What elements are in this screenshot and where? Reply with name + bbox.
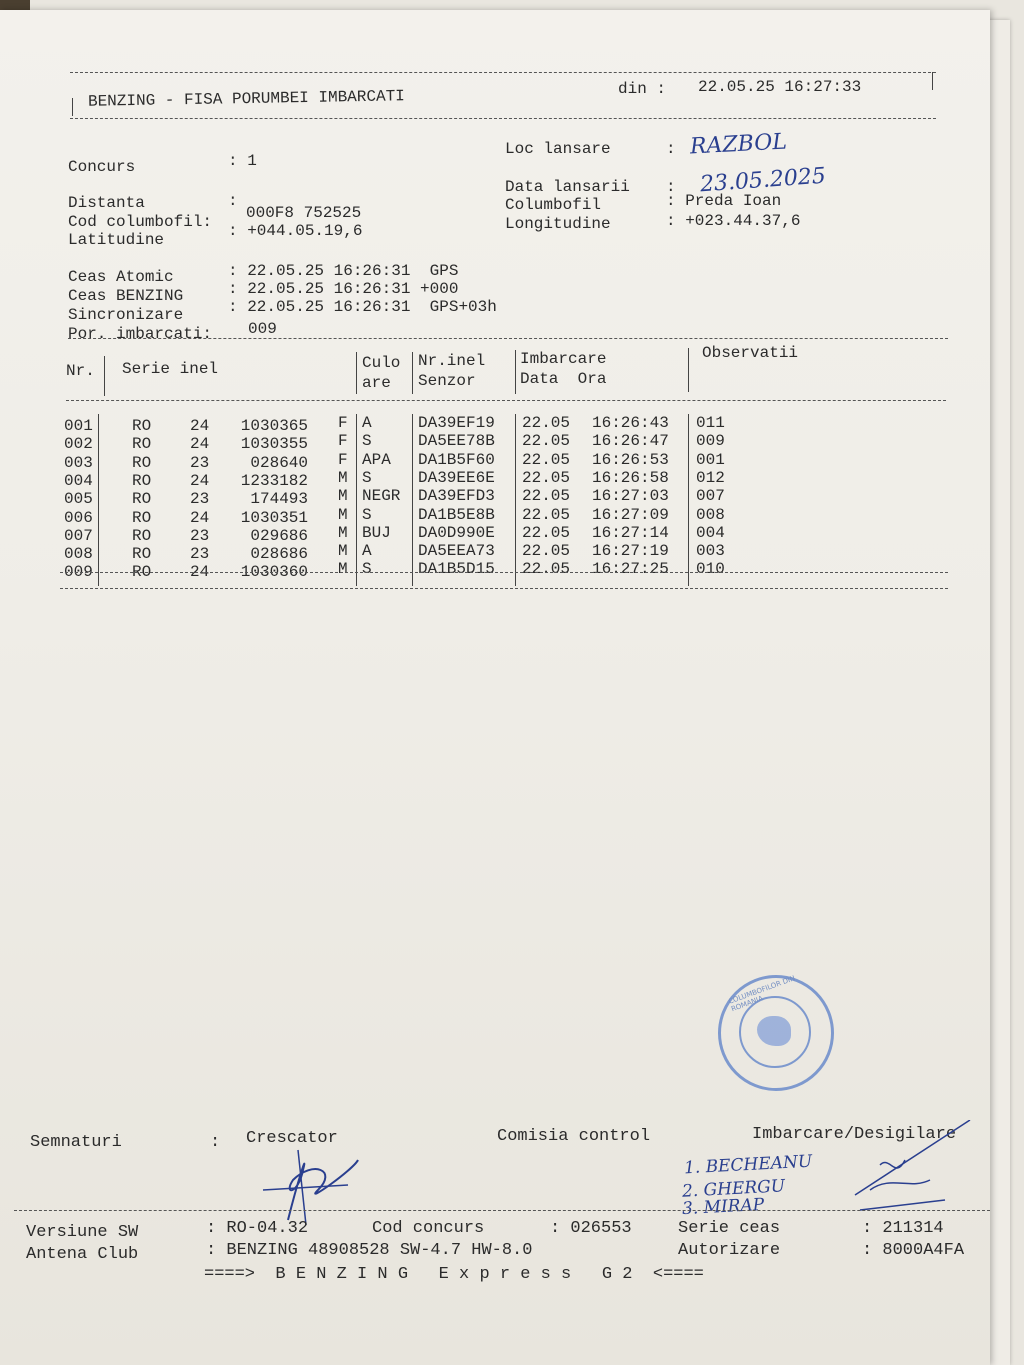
row-observatii: 009 xyxy=(696,432,725,451)
row-year: 23 xyxy=(190,490,210,509)
col-divider xyxy=(104,356,105,396)
club-stamp xyxy=(718,975,834,1091)
sincronizare-label: Sincronizare xyxy=(68,306,184,324)
versiune-sw-label: Versiune SW xyxy=(26,1223,139,1242)
row-country: RO xyxy=(132,545,152,564)
ceas-benzing-label: Ceas BENZING xyxy=(68,287,184,305)
row-color: BUJ xyxy=(362,523,391,542)
row-year: 23 xyxy=(190,545,210,564)
row-year: 24 xyxy=(190,508,210,527)
commission-member-3: 3. MIRAP xyxy=(681,1194,765,1220)
row-date: 22.05 xyxy=(522,487,571,506)
row-ring-number: 028640 xyxy=(250,453,308,472)
row-sensor: DA1B5D15 xyxy=(418,560,495,579)
row-observatii: 008 xyxy=(696,505,725,524)
row-observatii: 001 xyxy=(696,450,725,469)
row-sensor: DA39EFD3 xyxy=(418,487,495,506)
row-color: A xyxy=(362,414,372,432)
row-date: 22.05 xyxy=(522,450,571,469)
latitudine-label: Latitudine xyxy=(68,231,165,249)
autorizare-value: : 8000A4FA xyxy=(862,1241,965,1260)
obs-divider xyxy=(688,414,689,586)
loc-lansare-label: Loc lansare xyxy=(505,140,611,158)
footer-top-rule xyxy=(14,1210,990,1211)
semnaturi-sep: : xyxy=(210,1133,221,1152)
header-right-bar xyxy=(932,72,933,90)
row-color: S xyxy=(362,505,372,524)
ceas-atomic-value: : 22.05.25 16:26:31 GPS xyxy=(228,262,459,280)
sensor-divider xyxy=(412,414,413,586)
row-time: 16:27:03 xyxy=(592,487,669,506)
row-sex: M xyxy=(338,560,348,579)
col-header-nr: Nr. xyxy=(66,362,95,380)
row-nr: 002 xyxy=(64,435,93,454)
row-time: 16:27:09 xyxy=(592,505,669,524)
row-color: S xyxy=(362,560,372,579)
row-sensor: DA5EEA73 xyxy=(418,542,495,561)
benzing-brand-line: ====> B E N Z I N G E x p r e s s G 2 <==== xyxy=(204,1265,704,1284)
longitudine-label: Longitudine xyxy=(505,215,611,233)
row-ring-number: 1030355 xyxy=(240,435,308,454)
row-nr: 008 xyxy=(64,545,93,564)
col-header-culoare-2: are xyxy=(362,374,391,392)
col-divider xyxy=(356,352,357,394)
row-observatii: 011 xyxy=(696,414,725,432)
row-time: 16:26:47 xyxy=(592,432,669,451)
row-sex: M xyxy=(338,523,348,542)
col-header-data-ora: Data Ora xyxy=(520,370,607,388)
header-bottom-rule xyxy=(70,118,936,119)
commission-signatures xyxy=(850,1120,980,1220)
row-color: S xyxy=(362,432,372,451)
col-header-culoare-1: Culo xyxy=(362,354,401,372)
row-country: RO xyxy=(132,490,152,509)
cod-columbofil-value: 000F8 752525 xyxy=(246,204,362,222)
commission-member-2: 2. GHERGU xyxy=(681,1176,786,1202)
row-sex: M xyxy=(338,505,348,524)
din-label: din : xyxy=(618,80,667,98)
ceas-atomic-label: Ceas Atomic xyxy=(68,268,174,286)
row-date: 22.05 xyxy=(522,414,571,432)
porumbei-imbarcati-value: 009 xyxy=(248,320,277,338)
antena-club-label: Antena Club xyxy=(26,1245,139,1264)
row-date: 22.05 xyxy=(522,560,571,579)
row-ring-number: 029686 xyxy=(250,526,308,545)
serie-ceas-value: : 211314 xyxy=(862,1219,944,1238)
row-sex: F xyxy=(338,414,348,432)
row-sex: M xyxy=(338,468,348,487)
concurs-label: Concurs xyxy=(68,158,136,176)
stamp-text: COLUMBOFILOR DIN ROMANIA xyxy=(727,974,797,1014)
row-year: 24 xyxy=(190,563,210,582)
row-sensor: DA5EE78B xyxy=(418,432,495,451)
row-observatii: 007 xyxy=(696,487,725,506)
ceas-benzing-value: : 22.05.25 16:26:31 +000 xyxy=(228,280,459,298)
row-sex: M xyxy=(338,487,348,506)
document-title: BENZING - FISA PORUMBEI IMBARCATI xyxy=(87,87,405,111)
row-color: NEGR xyxy=(362,487,401,506)
row-sensor: DA1B5F60 xyxy=(418,450,495,469)
columbofil-value: : Preda Ioan xyxy=(666,192,782,210)
date-divider xyxy=(515,414,516,586)
row-time: 16:26:53 xyxy=(592,450,669,469)
row-year: 23 xyxy=(190,526,210,545)
row-ring-number: 174493 xyxy=(250,490,308,509)
row-time: 16:26:43 xyxy=(592,414,669,432)
row-year: 23 xyxy=(190,453,210,472)
row-year: 24 xyxy=(190,471,210,490)
row-time: 16:27:25 xyxy=(592,560,669,579)
data-lansarii-handwritten: 23.05.2025 xyxy=(699,163,827,198)
col-divider xyxy=(412,352,413,394)
crescator-label: Crescator xyxy=(246,1129,338,1148)
versiune-sw-value: : RO-04.32 xyxy=(206,1219,309,1238)
porumbei-imbarcati-label: Por. imbarcati: xyxy=(68,325,213,343)
row-color: A xyxy=(362,542,372,561)
row-country: RO xyxy=(132,563,152,582)
row-observatii: 004 xyxy=(696,523,725,542)
row-nr: 007 xyxy=(64,526,93,545)
row-time: 16:26:58 xyxy=(592,468,669,487)
commission-member-1: 1. BECHEANU xyxy=(683,1151,813,1179)
table-bottom-rule xyxy=(60,572,948,573)
cod-concurs-value: : 026553 xyxy=(550,1219,632,1238)
cod-concurs-label: Cod concurs xyxy=(372,1219,485,1238)
row-color: S xyxy=(362,468,372,487)
row-sensor: DA0D990E xyxy=(418,523,495,542)
row-sensor: DA39EF19 xyxy=(418,414,495,432)
antena-club-value: : BENZING 48908528 SW-4.7 HW-8.0 xyxy=(206,1241,533,1260)
nr-divider xyxy=(98,414,99,586)
row-ring-number: 1233182 xyxy=(240,471,308,490)
table-header-rule xyxy=(66,400,946,401)
col-divider xyxy=(688,348,689,392)
serie-ceas-label: Serie ceas xyxy=(678,1219,781,1238)
row-nr: 004 xyxy=(64,471,93,490)
latitudine-value: : +044.05.19,6 xyxy=(228,222,363,240)
longitudine-value: : +023.44.37,6 xyxy=(666,212,801,230)
columbofil-label: Columbofil xyxy=(505,196,602,214)
row-observatii: 003 xyxy=(696,542,725,561)
row-country: RO xyxy=(132,471,152,490)
col-header-imbarcare: Imbarcare xyxy=(520,350,607,368)
row-date: 22.05 xyxy=(522,432,571,451)
col-header-serie-inel: Serie inel xyxy=(122,360,219,378)
row-country: RO xyxy=(132,435,152,454)
row-sex: F xyxy=(338,432,348,451)
pigeon-logo-icon xyxy=(757,1016,791,1046)
distanta-value: : xyxy=(228,192,238,210)
row-time: 16:27:19 xyxy=(592,542,669,561)
row-date: 22.05 xyxy=(522,505,571,524)
row-ring-number: 1030351 xyxy=(240,508,308,527)
comisia-control-label: Comisia control xyxy=(497,1127,651,1146)
din-timestamp: 22.05.25 16:27:33 xyxy=(698,78,862,96)
row-sex: F xyxy=(338,450,348,469)
row-nr: 003 xyxy=(64,453,93,472)
row-nr: 005 xyxy=(64,490,93,509)
row-observatii: 010 xyxy=(696,560,725,579)
row-nr: 001 xyxy=(64,417,93,435)
row-year: 24 xyxy=(190,435,210,454)
data-lansarii-label: Data lansarii xyxy=(505,178,630,196)
row-nr: 009 xyxy=(64,563,93,582)
imbarcare-desigilare-label: Imbarcare/Desigilare xyxy=(752,1125,957,1144)
sincronizare-value: : 22.05.25 16:26:31 GPS+03h xyxy=(228,298,497,316)
data-lansarii-sep: : xyxy=(666,178,676,196)
row-country: RO xyxy=(132,453,152,472)
row-ring-number: 1030365 xyxy=(240,417,308,435)
row-observatii: 012 xyxy=(696,468,725,487)
col-header-senzor: Senzor xyxy=(418,372,476,390)
row-sex: M xyxy=(338,542,348,561)
row-date: 22.05 xyxy=(522,468,571,487)
header-top-rule xyxy=(70,72,936,73)
row-year: 24 xyxy=(190,417,210,435)
sex-divider xyxy=(356,414,357,586)
loc-lansare-handwritten: RAZBOL xyxy=(689,129,788,160)
semnaturi-label: Semnaturi xyxy=(30,1133,122,1152)
col-header-nr-inel: Nr.inel xyxy=(418,352,486,370)
col-header-observatii: Observatii xyxy=(702,344,799,362)
row-sensor: DA39EE6E xyxy=(418,468,495,487)
cod-columbofil-label: Cod columbofil: xyxy=(68,213,213,231)
distanta-label: Distanta xyxy=(68,194,145,212)
row-time: 16:27:14 xyxy=(592,523,669,542)
loc-lansare-sep: : xyxy=(666,140,676,158)
row-color: APA xyxy=(362,450,391,469)
crescator-signature xyxy=(258,1140,368,1230)
row-ring-number: 028686 xyxy=(250,545,308,564)
row-country: RO xyxy=(132,526,152,545)
row-nr: 006 xyxy=(64,508,93,527)
col-divider xyxy=(515,350,516,394)
row-country: RO xyxy=(132,417,152,435)
row-date: 22.05 xyxy=(522,542,571,561)
concurs-value: : 1 xyxy=(228,152,257,170)
table-bottom-rule-2 xyxy=(60,588,948,589)
document-sheet xyxy=(0,10,990,1365)
row-date: 22.05 xyxy=(522,523,571,542)
table-top-rule xyxy=(68,338,948,339)
header-left-bar xyxy=(72,98,73,116)
row-country: RO xyxy=(132,508,152,527)
row-ring-number: 1030360 xyxy=(240,563,308,582)
autorizare-label: Autorizare xyxy=(678,1241,781,1260)
row-sensor: DA1B5E8B xyxy=(418,505,495,524)
